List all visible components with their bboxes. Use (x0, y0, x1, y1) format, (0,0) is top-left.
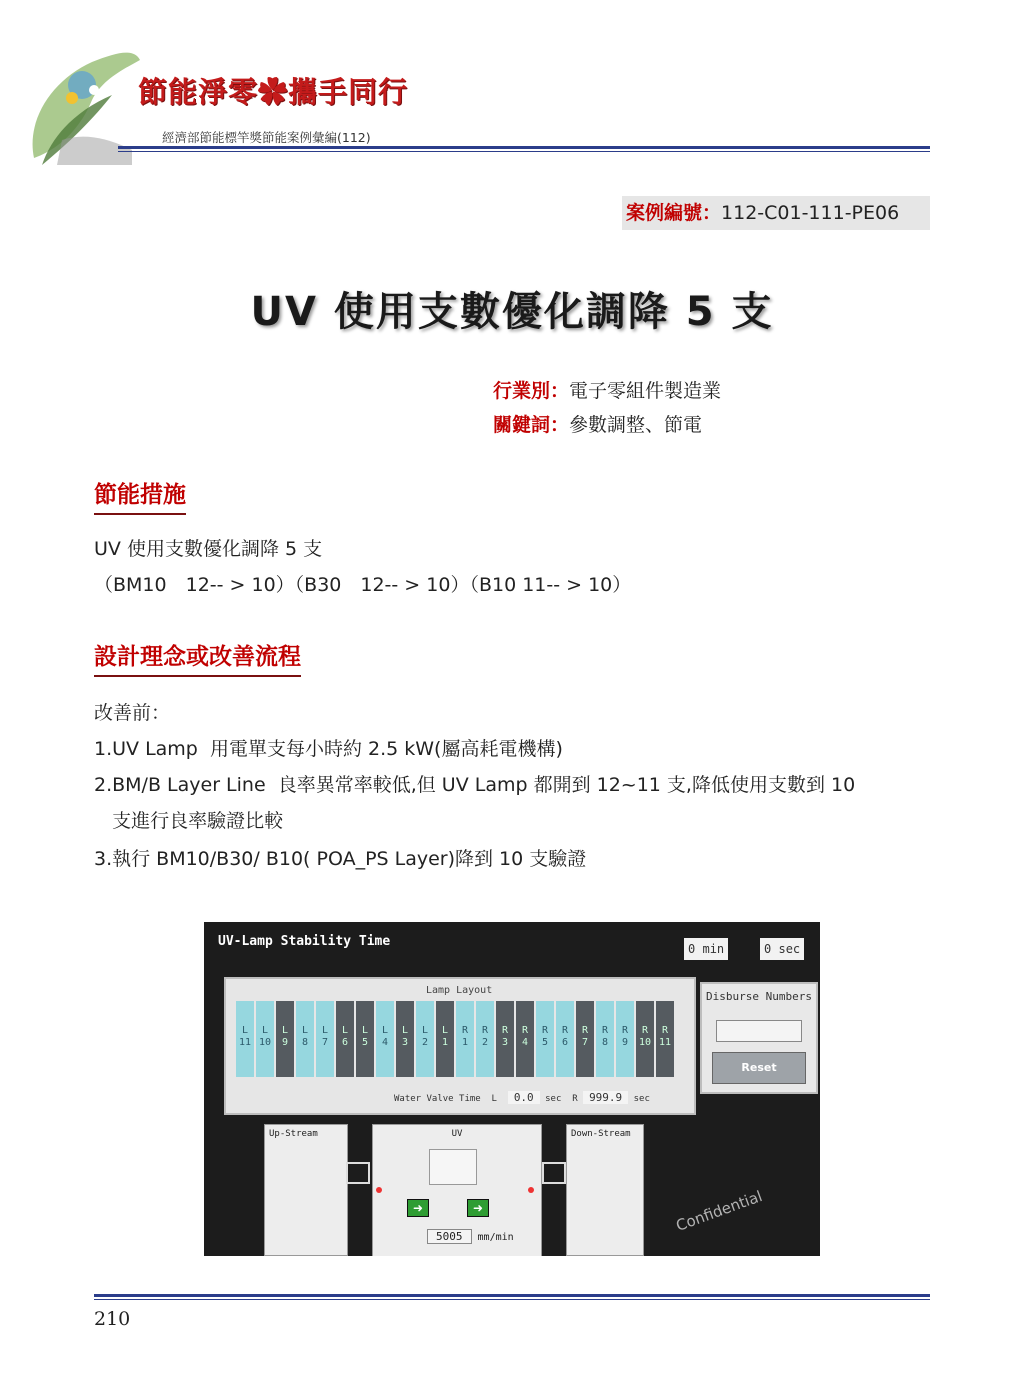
upstream-panel (264, 1124, 348, 1256)
left-unit: sec (545, 1094, 562, 1104)
right-label: R (572, 1094, 578, 1104)
min-value: 0 (688, 942, 696, 956)
right-value: 999.9 (583, 1091, 628, 1104)
speed-readout (427, 1227, 527, 1247)
confidential-watermark: Confidential (673, 1187, 765, 1235)
water-valve-row (394, 1091, 650, 1104)
footer-rule (94, 1294, 930, 1297)
right-unit: sec (633, 1094, 650, 1104)
lamp-cell[interactable]: L 2 (416, 1001, 434, 1077)
sec-readout (760, 938, 804, 960)
design-line: 1.UV Lamp 用電單支每小時約 2.5 kW(屬高耗電機構) (94, 738, 563, 760)
min-readout (684, 938, 728, 960)
status-dot (528, 1187, 534, 1193)
lamp-cell[interactable]: L 11 (236, 1001, 254, 1077)
lamp-cell[interactable]: R 5 (536, 1001, 554, 1077)
uv-lamp-screen-photo (204, 922, 820, 1256)
brand-subtitle: 經濟部節能標竿獎節能案例彙編(112) (162, 130, 371, 145)
disburse-field[interactable] (716, 1020, 802, 1042)
left-value: 0.0 (508, 1091, 540, 1104)
downstream-panel (566, 1124, 644, 1256)
lamp-cell[interactable]: L 1 (436, 1001, 454, 1077)
design-line: 3.執行 BM10/B30/ B10( POA_PS Layer)降到 10 支驗證 (94, 848, 587, 870)
header-rule-thin (118, 151, 930, 152)
header-rule (118, 146, 930, 149)
case-id-badge (622, 196, 930, 230)
measure-line-1: UV 使用支數優化調降 5 支 (94, 538, 323, 560)
downstream-connector (542, 1162, 566, 1184)
industry-row (493, 376, 721, 403)
uv-chamber-panel (372, 1124, 542, 1256)
screen-title: UV-Lamp Stability Time (218, 934, 391, 949)
lamp-cell[interactable]: L 8 (296, 1001, 314, 1077)
measure-line-2: （BM10 12-- > 10）（B30 12-- > 10）（B10 11-- > 10） (94, 574, 632, 596)
lamp-cell[interactable]: R 3 (496, 1001, 514, 1077)
sec-value: 0 (764, 942, 772, 956)
status-dot (376, 1187, 382, 1193)
lamp-cell[interactable]: L 10 (256, 1001, 274, 1077)
lamp-layout-label: Lamp Layout (426, 985, 493, 996)
upstream-connector (346, 1162, 370, 1184)
case-id-label: 案例編號： (626, 202, 722, 224)
lamp-cell[interactable]: L 5 (356, 1001, 374, 1077)
downstream-label: Down-Stream (571, 1129, 631, 1139)
page-title: UV 使用支數優化調降 5 支 (250, 289, 774, 335)
arrow-right-icon: ➜ (407, 1199, 429, 1217)
water-valve-label: Water Valve Time (394, 1094, 481, 1104)
brand-slogan: 節能淨零✿攜手同行 (138, 75, 409, 109)
design-line: 支進行良率驗證比較 (94, 810, 284, 832)
min-unit: min (702, 942, 725, 956)
uv-label: UV (451, 1129, 463, 1139)
speed-unit: mm/min (477, 1232, 514, 1243)
lamp-cell[interactable]: L 9 (276, 1001, 294, 1077)
design-line: 2.BM/B Layer Line 良率異常率較低,但 UV Lamp 都開到 12~11 支,降低使用支數到 10 (94, 774, 856, 796)
sec-unit: sec (778, 942, 801, 956)
arrow-right-icon: ➜ (467, 1199, 489, 1217)
lamp-cell[interactable]: R 2 (476, 1001, 494, 1077)
lamp-cell[interactable]: L 6 (336, 1001, 354, 1077)
upstream-label: Up-Stream (269, 1129, 318, 1139)
keywords-label: 關鍵詞： (493, 414, 570, 436)
page-number: 210 (94, 1308, 131, 1330)
case-id-value: 112-C01-111-PE06 (721, 202, 900, 224)
section-heading-design: 設計理念或改善流程 (94, 638, 301, 677)
lamp-cell[interactable]: L 4 (376, 1001, 394, 1077)
keywords-value: 參數調整、節電 (569, 414, 703, 436)
lamp-cell[interactable]: R 7 (576, 1001, 594, 1077)
design-line: 改善前： (94, 702, 171, 724)
lamp-layout-panel (224, 977, 696, 1115)
section-heading-measures: 節能措施 (94, 476, 186, 515)
lamp-row (236, 1001, 676, 1077)
lamp-cell[interactable]: R 11 (656, 1001, 674, 1077)
lamp-cell[interactable]: R 4 (516, 1001, 534, 1077)
reset-button[interactable]: Reset (712, 1052, 806, 1084)
lamp-cell[interactable]: R 10 (636, 1001, 654, 1077)
keywords-row (493, 410, 702, 437)
footer-rule-thin (94, 1299, 930, 1300)
left-label: L (491, 1094, 497, 1104)
disburse-label: Disburse Numbers (706, 990, 812, 1003)
speed-value: 5005 (427, 1229, 472, 1244)
lamp-cell[interactable]: R 6 (556, 1001, 574, 1077)
uv-indicator (429, 1149, 477, 1185)
industry-label: 行業別： (493, 380, 570, 402)
lamp-cell[interactable]: L 7 (316, 1001, 334, 1077)
disburse-panel (700, 982, 818, 1094)
lamp-cell[interactable]: R 8 (596, 1001, 614, 1077)
lamp-cell[interactable]: R 1 (456, 1001, 474, 1077)
lamp-cell[interactable]: R 9 (616, 1001, 634, 1077)
industry-value: 電子零組件製造業 (569, 380, 722, 402)
lamp-cell[interactable]: L 3 (396, 1001, 414, 1077)
